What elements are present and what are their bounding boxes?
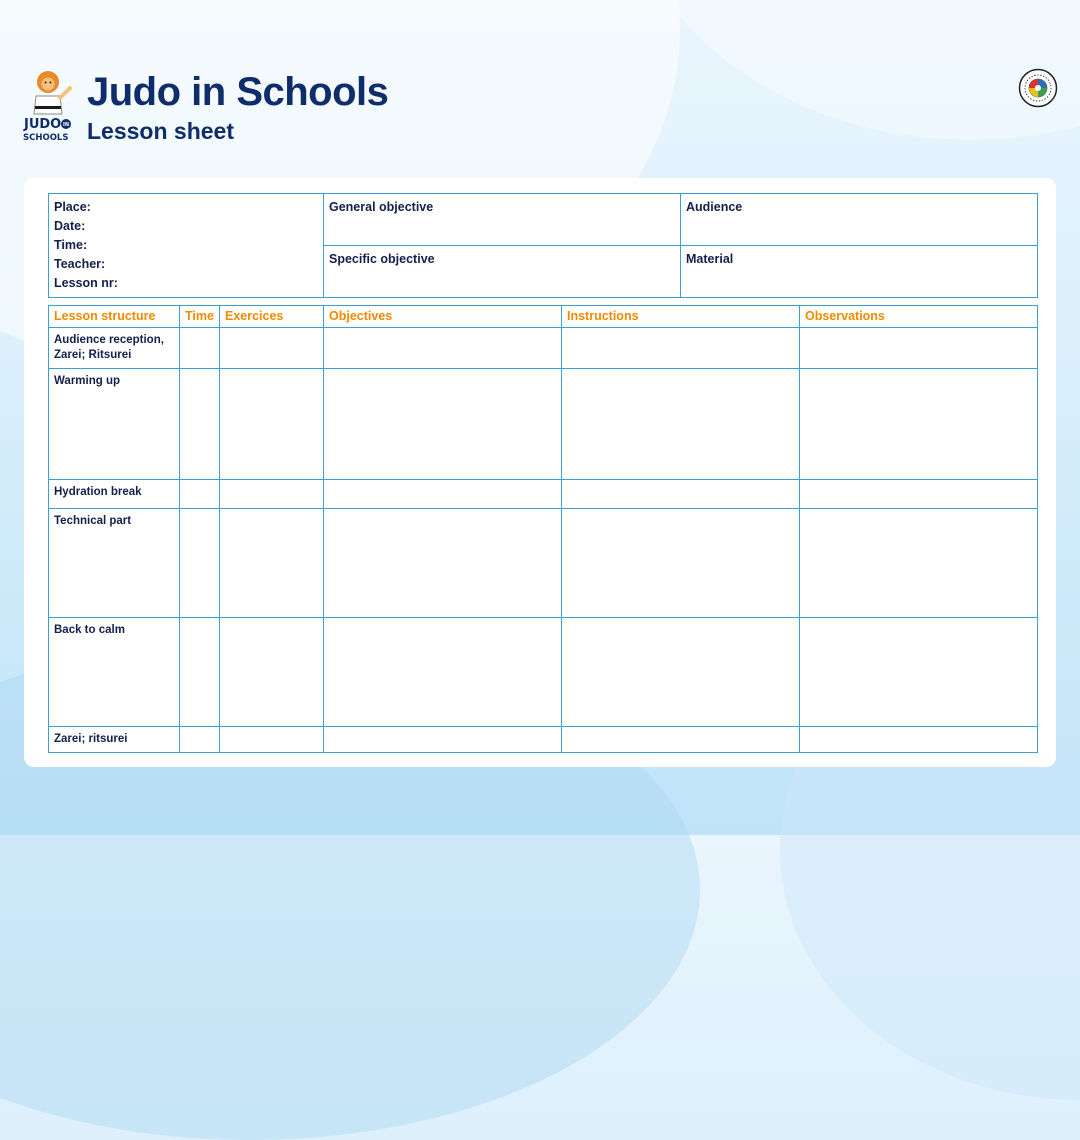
- specific-objective-label: Specific objective: [324, 246, 681, 298]
- time-cell[interactable]: [180, 369, 220, 480]
- judo-in-schools-logo: [22, 68, 74, 144]
- row-label: Zarei; ritsurei: [49, 727, 180, 753]
- page-subtitle: Lesson sheet: [87, 118, 234, 144]
- column-header: Observations: [800, 306, 1038, 328]
- logo-text-judo: JUDO: [24, 117, 62, 132]
- observations-cell[interactable]: [800, 480, 1038, 509]
- instructions-cell[interactable]: [562, 618, 800, 727]
- instructions-cell[interactable]: [562, 369, 800, 480]
- time-cell[interactable]: [180, 328, 220, 369]
- exercices-cell[interactable]: [220, 328, 324, 369]
- objectives-cell[interactable]: [324, 509, 562, 618]
- row-label: Warming up: [49, 369, 180, 480]
- audience-label: Audience: [681, 194, 1038, 246]
- column-header: Lesson structure: [49, 306, 180, 328]
- row-label: Audience reception, Zarei; Ritsurei: [49, 328, 180, 369]
- time-cell[interactable]: [180, 509, 220, 618]
- column-header: Time: [180, 306, 220, 328]
- exercices-cell[interactable]: [220, 369, 324, 480]
- exercices-cell[interactable]: [220, 727, 324, 753]
- time-cell[interactable]: [180, 727, 220, 753]
- table-row: [49, 509, 1038, 618]
- objectives-cell[interactable]: [324, 328, 562, 369]
- table-row: [49, 727, 1038, 753]
- ijf-emblem-icon: [1018, 68, 1058, 108]
- lesson-details-cell: [49, 194, 324, 298]
- lesson-number-label: Lesson nr:: [54, 276, 118, 290]
- objectives-cell[interactable]: [324, 369, 562, 480]
- instructions-cell[interactable]: [562, 727, 800, 753]
- table-row: [49, 480, 1038, 509]
- column-header: Exercices: [220, 306, 324, 328]
- instructions-cell[interactable]: [562, 509, 800, 618]
- exercices-cell[interactable]: [220, 509, 324, 618]
- exercices-cell[interactable]: [220, 480, 324, 509]
- general-objective-label: General objective: [324, 194, 681, 246]
- observations-cell[interactable]: [800, 727, 1038, 753]
- row-label: Back to calm: [49, 618, 180, 727]
- column-header: Instructions: [562, 306, 800, 328]
- background-shape: [620, 0, 1080, 140]
- observations-cell[interactable]: [800, 369, 1038, 480]
- teacher-label: Teacher:: [54, 257, 106, 271]
- time-cell[interactable]: [180, 618, 220, 727]
- row-label: Hydration break: [49, 480, 180, 509]
- logo-text-in: IN: [62, 122, 70, 128]
- lesson-structure-table: [48, 305, 1038, 753]
- date-label: Date:: [54, 219, 86, 233]
- observations-cell[interactable]: [800, 328, 1038, 369]
- instructions-cell[interactable]: [562, 480, 800, 509]
- time-label: Time:: [54, 238, 88, 252]
- observations-cell[interactable]: [800, 509, 1038, 618]
- objectives-cell[interactable]: [324, 727, 562, 753]
- lesson-info-table: [48, 193, 1038, 298]
- instructions-cell[interactable]: [562, 328, 800, 369]
- time-cell[interactable]: [180, 480, 220, 509]
- page-title: Judo in Schools: [87, 70, 389, 114]
- table-header-row: [49, 306, 1038, 328]
- exercices-cell[interactable]: [220, 618, 324, 727]
- material-label: Material: [681, 246, 1038, 298]
- place-label: Place:: [54, 200, 91, 214]
- table-row: [49, 618, 1038, 727]
- lesson-sheet-card: [24, 178, 1056, 767]
- objectives-cell[interactable]: [324, 480, 562, 509]
- observations-cell[interactable]: [800, 618, 1038, 727]
- column-header: Objectives: [324, 306, 562, 328]
- table-row: [49, 328, 1038, 369]
- logo-text-schools: SCHOOLS: [23, 133, 69, 143]
- table-row: [49, 369, 1038, 480]
- row-label: Technical part: [49, 509, 180, 618]
- objectives-cell[interactable]: [324, 618, 562, 727]
